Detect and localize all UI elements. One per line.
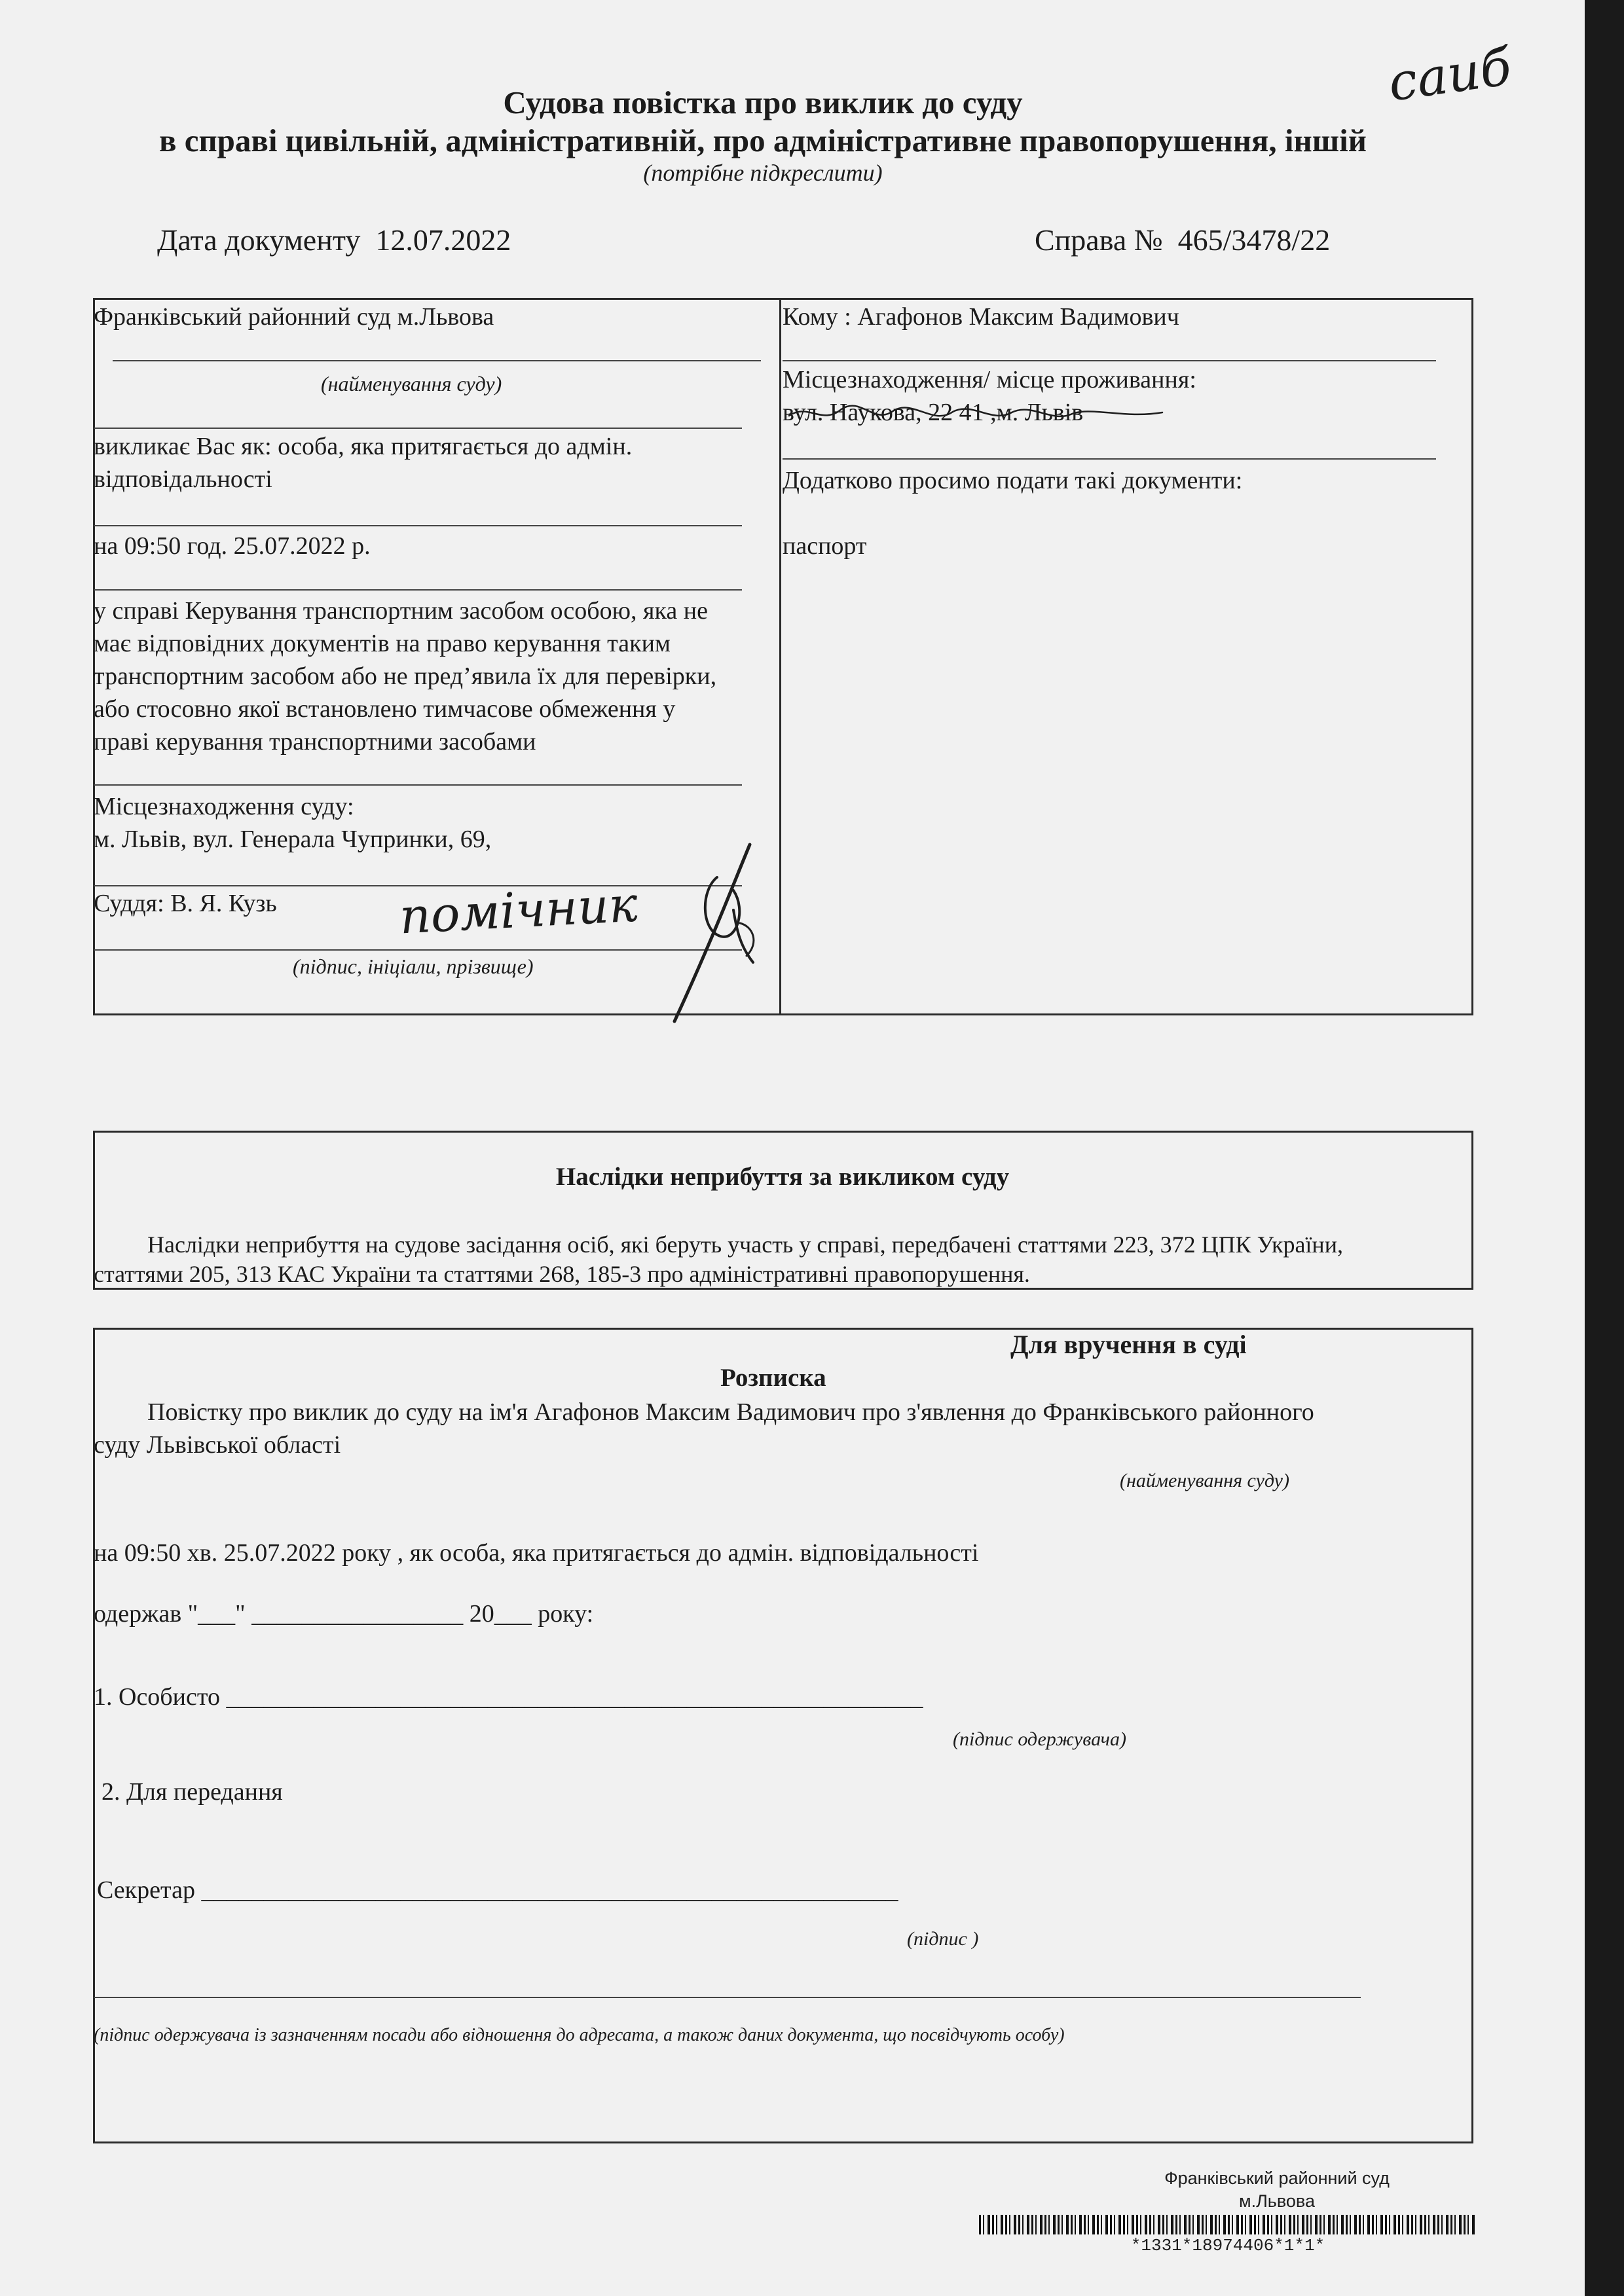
- secretary-signature-caption: (підпис ): [907, 1928, 979, 1950]
- for-transfer-label: 2. Для передання: [101, 1778, 283, 1806]
- court-name-line: [113, 360, 761, 361]
- court-location-label: Місцезнаходження суду:: [94, 793, 354, 820]
- extra-docs-value: паспорт: [783, 532, 867, 560]
- case-line: праві керування транспортними засобами: [94, 728, 536, 756]
- divider-line: [94, 589, 742, 591]
- subtitle-note: (потрібне підкреслити): [643, 160, 883, 186]
- receipt-time-line: на 09:50 хв. 25.07.2022 року , як особа, яка притягається до адмін. відповідальності: [94, 1539, 979, 1567]
- residence-label: Місцезнаходження/ місце проживання:: [783, 366, 1196, 393]
- extra-docs-label: Додатково просимо подати такі документи:: [783, 467, 1243, 494]
- case-number: [1035, 223, 1330, 257]
- document-title: Судова повістка про виклик до суду: [503, 84, 1023, 120]
- receipt-line1: Повістку про виклик до суду на ім'я Агафонов Максим Вадимович про з'явлення до Франківського районного: [147, 1398, 1314, 1426]
- divider-line: [94, 428, 742, 429]
- divider-line: [783, 458, 1436, 460]
- case-line: або стосовно якої встановлено тимчасове обмеження у: [94, 695, 676, 723]
- case-line: транспортним засобом або не пред’явила їх для перевірки,: [94, 663, 717, 690]
- handwritten-assistant-note: помічник: [397, 876, 639, 945]
- signature-caption: (підпис, ініціали, прізвище): [293, 955, 534, 978]
- court-name: Франківський районний суд м.Львова: [94, 303, 494, 331]
- document-subtitle: в справі цивільній, адміністративній, про адміністративне правопорушення, іншій: [158, 122, 1367, 158]
- secretary-signature-line: Секретар ________________________________________________________: [97, 1876, 898, 1904]
- residence-address: вул. Наукова, 22 41 ,м. Львів: [783, 399, 1084, 426]
- receipt-court-caption: (найменування суду): [1120, 1470, 1289, 1491]
- bottom-signature-line: [94, 1997, 1361, 1998]
- summoned-as-cont: відповідальності: [94, 465, 272, 493]
- scan-dark-edge: [1585, 0, 1624, 2296]
- signature-line: [94, 949, 742, 951]
- summoned-as: викликає Вас як: особа, яка притягається до адмін.: [94, 433, 633, 460]
- received-date-line: одержав "___" _________________ 20___ року:: [94, 1600, 594, 1628]
- court-name-caption: (найменування суду): [321, 372, 502, 395]
- judge-signature: [655, 831, 779, 1028]
- barcode-text: *1331*18974406*1*1*: [1130, 2236, 1325, 2255]
- personally-signature-line: 1. Особисто ________________________________________________________: [94, 1683, 923, 1711]
- case-line: у справі Керування транспортним засобом особою, яка не: [94, 597, 708, 625]
- corner-handwritten-mark: саиб: [1384, 37, 1515, 113]
- judge-name: Суддя: В. Я. Кузь: [94, 890, 277, 917]
- divider-line: [94, 784, 742, 786]
- document-date: [157, 223, 511, 257]
- case-label: Справа №: [1035, 223, 1163, 257]
- consequences-text-line2: статтями 205, 313 КАС України та статтями 268, 185-3 про адміністративні правопорушення.: [94, 1261, 1030, 1287]
- for-court-delivery: Для вручення в суді: [1010, 1330, 1247, 1359]
- case-value: 465/3478/22: [1177, 223, 1331, 257]
- consequences-text-line1: Наслідки неприбуття на судове засідання осіб, які беруть участь у справі, передбачені статтями 223, 372 ЦПК України,: [147, 1231, 1343, 1258]
- column-divider: [779, 298, 781, 1013]
- receipt-line2: суду Львівської області: [94, 1431, 341, 1459]
- case-description: [94, 594, 775, 758]
- court-address: м. Львів, вул. Генерала Чупринки, 69,: [94, 826, 492, 853]
- recipient-name: Кому : Агафонов Максим Вадимович: [783, 303, 1179, 331]
- date-value: 12.07.2022: [375, 223, 511, 257]
- receipt-title: Розписка: [720, 1364, 826, 1392]
- footer-court-line1: Франківський районний суд: [1164, 2168, 1390, 2188]
- divider-line: [94, 885, 742, 886]
- barcode: [979, 2215, 1477, 2234]
- divider-line: [783, 360, 1436, 361]
- handwritten-overwrite-scribble: [783, 396, 1175, 435]
- consequences-title: Наслідки неприбуття за викликом суду: [555, 1163, 1010, 1191]
- divider-line: [94, 525, 742, 526]
- case-line: має відповідних документів на право керування таким: [94, 630, 671, 657]
- recipient-signature-caption: (підпис одержувача): [953, 1728, 1126, 1750]
- bottom-signature-caption: (підпис одержувача із зазначенням посади або відношення до адресата, а також даних документа, що посвідчують особу): [94, 2025, 1065, 2045]
- date-label: Дата документу: [157, 223, 361, 257]
- footer-court-line2: м.Львова: [1239, 2191, 1315, 2211]
- hearing-time: на 09:50 год. 25.07.2022 р.: [94, 532, 371, 560]
